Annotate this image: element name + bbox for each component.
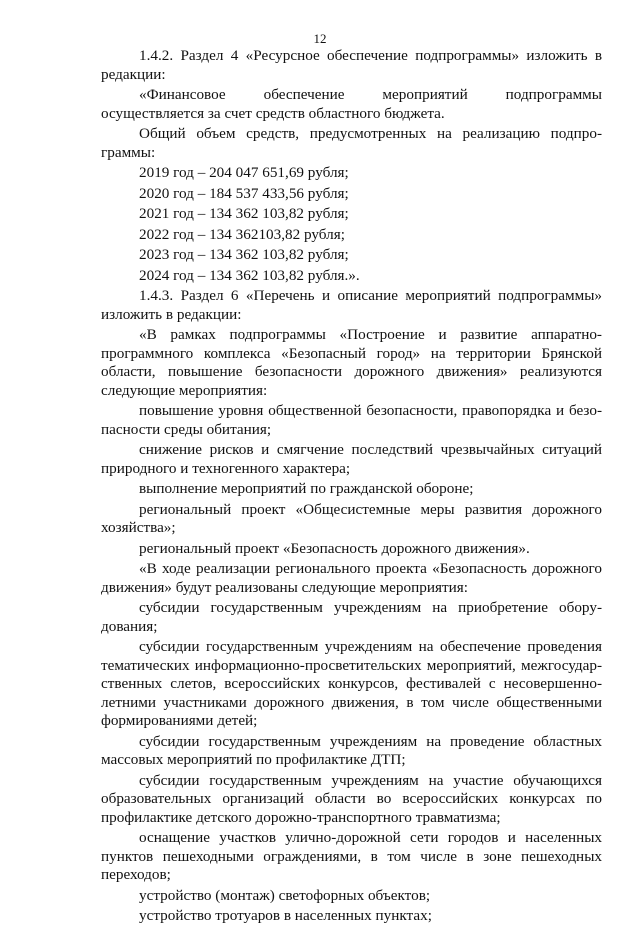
funding-year-line: 2020 год – 184 537 433,56 рубля; (139, 184, 349, 202)
financing-source-paragraph: «Финансовое обеспечение мероприятий подпрограммы осуществляется за счет средств областного бюджета. (101, 86, 602, 122)
measure-list-item: повышение уровня общественной безопасности, правопорядка и безопасности среды обитания; (101, 402, 602, 438)
funding-year-line: 2024 год – 134 362 103,82 рубля.». (139, 266, 360, 284)
subprogram-measures-intro-paragraph: «В рамках подпрограммы «Построение и развитие аппаратно-программного комплекса «Безопасный город» на территории Брянской области, повышение безопасности дорожного движения» реализуются следующие мероприятия: (101, 326, 602, 399)
project-measure-list-item: субсидии государственным учреждениям на проведение областных массовых мероприятий по профилактике ДТП; (101, 732, 602, 768)
project-measure-list-item: субсидии государственным учреждениям на обеспечение проведения тематических информационно-просветительских мероприятий, межгосударственных слетов, всероссийских конкурсов, фестивалей с несовершеннолетними участниками дорожного движения, в том числе общественными формированиями детей; (101, 638, 602, 729)
measure-list-item: снижение рисков и смягчение последствий чрезвычайных ситуаций природного и техногенного характера; (101, 441, 602, 477)
page-number: 12 (313, 31, 327, 46)
measure-list-item: региональный проект «Общесистемные меры развития дорожного хозяйства»; (101, 500, 602, 536)
project-measure-list-item: устройство тротуаров в населенных пунктах; (139, 907, 432, 924)
funding-year-line: 2022 год – 134 362103,82 рубля; (139, 225, 345, 243)
project-measure-list-item: субсидии государственным учреждениям на участие обучающихся образовательных организаций области во всероссийских конкурсах по профилактике детского дорожно-транспортного травматизма; (101, 771, 602, 826)
funding-year-line: 2023 год – 134 362 103,82 рубля; (139, 246, 349, 263)
document-body (101, 47, 602, 928)
project-measure-list-item: оснащение участков улично-дорожной сети городов и населенных пунктов пешеходными ограждениями, в том числе в зоне пешеходных переходов; (101, 829, 602, 883)
section-6-amendment-paragraph: 1.4.3. Раздел 6 «Перечень и описание мероприятий подпрограммы» изложить в редакции: (101, 287, 602, 323)
project-measure-list-item: субсидии государственным учреждениям на приобретение оборудования; (101, 599, 602, 635)
funding-year-line: 2019 год – 204 047 651,69 рубля; (139, 164, 349, 181)
funding-year-line: 2021 год – 134 362 103,82 рубля; (139, 205, 349, 222)
project-measure-list-item: устройство (монтаж) светофорных объектов; (139, 886, 431, 904)
measure-list-item: выполнение мероприятий по гражданской обороне; (139, 480, 474, 497)
section-4-amendment-paragraph: 1.4.2. Раздел 4 «Ресурсное обеспечение подпрограммы» изложить в редакции: (101, 47, 602, 83)
regional-project-intro-paragraph: «В ходе реализации регионального проекта «Безопасность дорожного движения» будут реализованы следующие мероприятия: (101, 560, 602, 596)
total-funding-paragraph: Общий объем средств, предусмотренных на реализацию подпрограммы: (101, 125, 602, 161)
measure-list-item: региональный проект «Безопасность дорожного движения». (139, 539, 530, 557)
